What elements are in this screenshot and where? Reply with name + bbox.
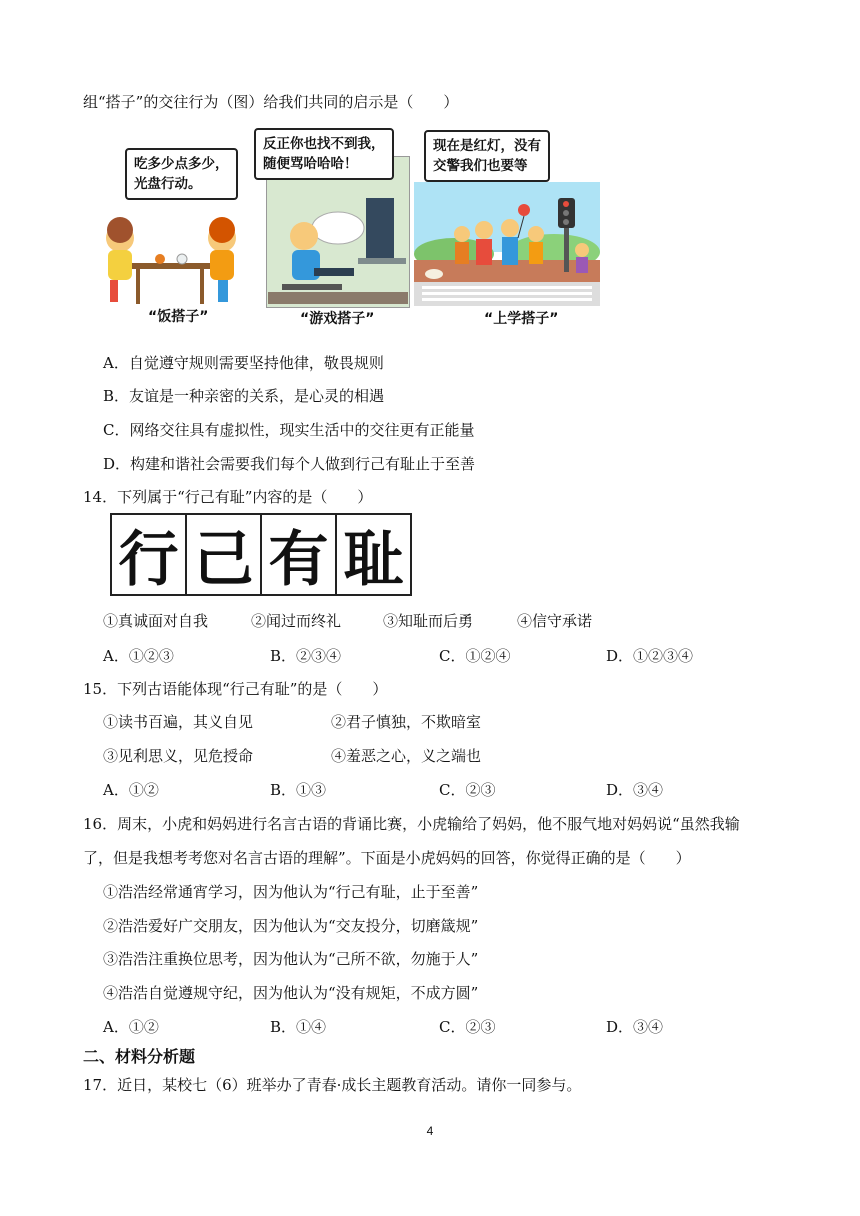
calligraphy-character: 耻	[335, 513, 412, 596]
option-a: A．①②③	[103, 647, 174, 665]
statement-item: ③浩浩注重换位思考，因为他认为“己所不欲，勿施于人”	[103, 950, 479, 968]
statement-item: ①读书百遍，其义自见	[103, 713, 254, 731]
comic-caption: “上学搭子”	[484, 311, 559, 327]
speech-bubble: 反正你也找不到我， 随便骂哈哈哈！	[254, 128, 394, 180]
section-heading: 二、材料分析题	[83, 1047, 196, 1066]
option-b: B．①③	[270, 781, 327, 799]
option-b: B．友谊是一种亲密的关系，是心灵的相遇	[103, 387, 385, 405]
calligraphy-character: 己	[185, 513, 262, 596]
option-a: A．①②	[103, 781, 159, 799]
statement-item: ③见利思义，见危授命	[103, 747, 254, 765]
question-15-stem: 15．下列古语能体现“行己有耻”的是（ ）	[83, 680, 388, 698]
comic-caption: “游戏搭子”	[300, 311, 375, 327]
option-c: C．②③	[439, 781, 496, 799]
option-d: D．③④	[606, 781, 664, 799]
calligraphy-character: 有	[260, 513, 337, 596]
comic-panel-school	[414, 128, 600, 327]
children-at-crosswalk-illustration	[414, 182, 600, 306]
option-a: A．自觉遵守规则需要坚持他律，敬畏规则	[103, 354, 384, 372]
option-b: B．②③④	[270, 647, 342, 665]
option-c: C．②③	[439, 1018, 496, 1036]
statement-item: ④浩浩自觉遵规守纪，因为他认为“没有规矩，不成方圆”	[103, 984, 479, 1002]
question-16-stem-continued: 了，但是我想考考您对名言古语的理解”。下面是小虎妈妈的回答，你觉得正确的是（ ）	[83, 849, 691, 867]
question-14-stem: 14．下列属于“行己有耻”内容的是（ ）	[83, 488, 373, 506]
statement-item: ②君子慎独，不欺暗室	[331, 713, 482, 731]
question-16-stem: 16．周末，小虎和妈妈进行名言古语的背诵比赛，小虎输给了妈妈，他不服气地对妈妈说“虽然我输	[83, 815, 740, 833]
speech-bubble: 吃多少点多少， 光盘行动。	[125, 148, 238, 200]
statement-item: ②闻过而终礼	[251, 612, 342, 630]
question-17-stem: 17．近日，某校七（6）班举办了青春·成长主题教育活动。请你一同参与。	[83, 1076, 582, 1094]
page-number: 4	[426, 1124, 434, 1138]
option-c: C．①②④	[439, 647, 511, 665]
statement-item: ③知耻而后勇	[383, 612, 474, 630]
speech-bubble: 现在是红灯，没有 交警我们也要等	[424, 130, 550, 182]
calligraphy-character: 行	[110, 513, 187, 596]
gamer-at-computer-illustration	[268, 188, 408, 304]
option-d: D．①②③④	[606, 647, 694, 665]
children-eating-illustration	[100, 208, 245, 308]
option-d: D．构建和谐社会需要我们每个人做到行己有耻止于至善	[103, 455, 476, 473]
comic-panel-meal	[100, 140, 250, 325]
statement-item: ①真诚面对自我	[103, 612, 209, 630]
option-b: B．①④	[270, 1018, 327, 1036]
statement-item: ②浩浩爱好广交朋友，因为他认为“交友投分，切磨箴规”	[103, 917, 479, 935]
statement-item: ④羞恶之心，义之端也	[331, 747, 482, 765]
option-a: A．①②	[103, 1018, 159, 1036]
calligraphy-grid	[110, 513, 410, 596]
statement-item: ④信守承诺	[517, 612, 593, 630]
statement-item: ①浩浩经常通宵学习，因为他认为“行己有耻，止于至善”	[103, 883, 479, 901]
question-13-stem: 组“搭子”的交往行为（图）给我们共同的启示是（ ）	[83, 93, 459, 111]
comic-caption: “饭搭子”	[148, 309, 209, 325]
comic-panel-game	[254, 128, 410, 327]
option-d: D．③④	[606, 1018, 664, 1036]
option-c: C．网络交往具有虚拟性，现实生活中的交往更有正能量	[103, 421, 475, 439]
